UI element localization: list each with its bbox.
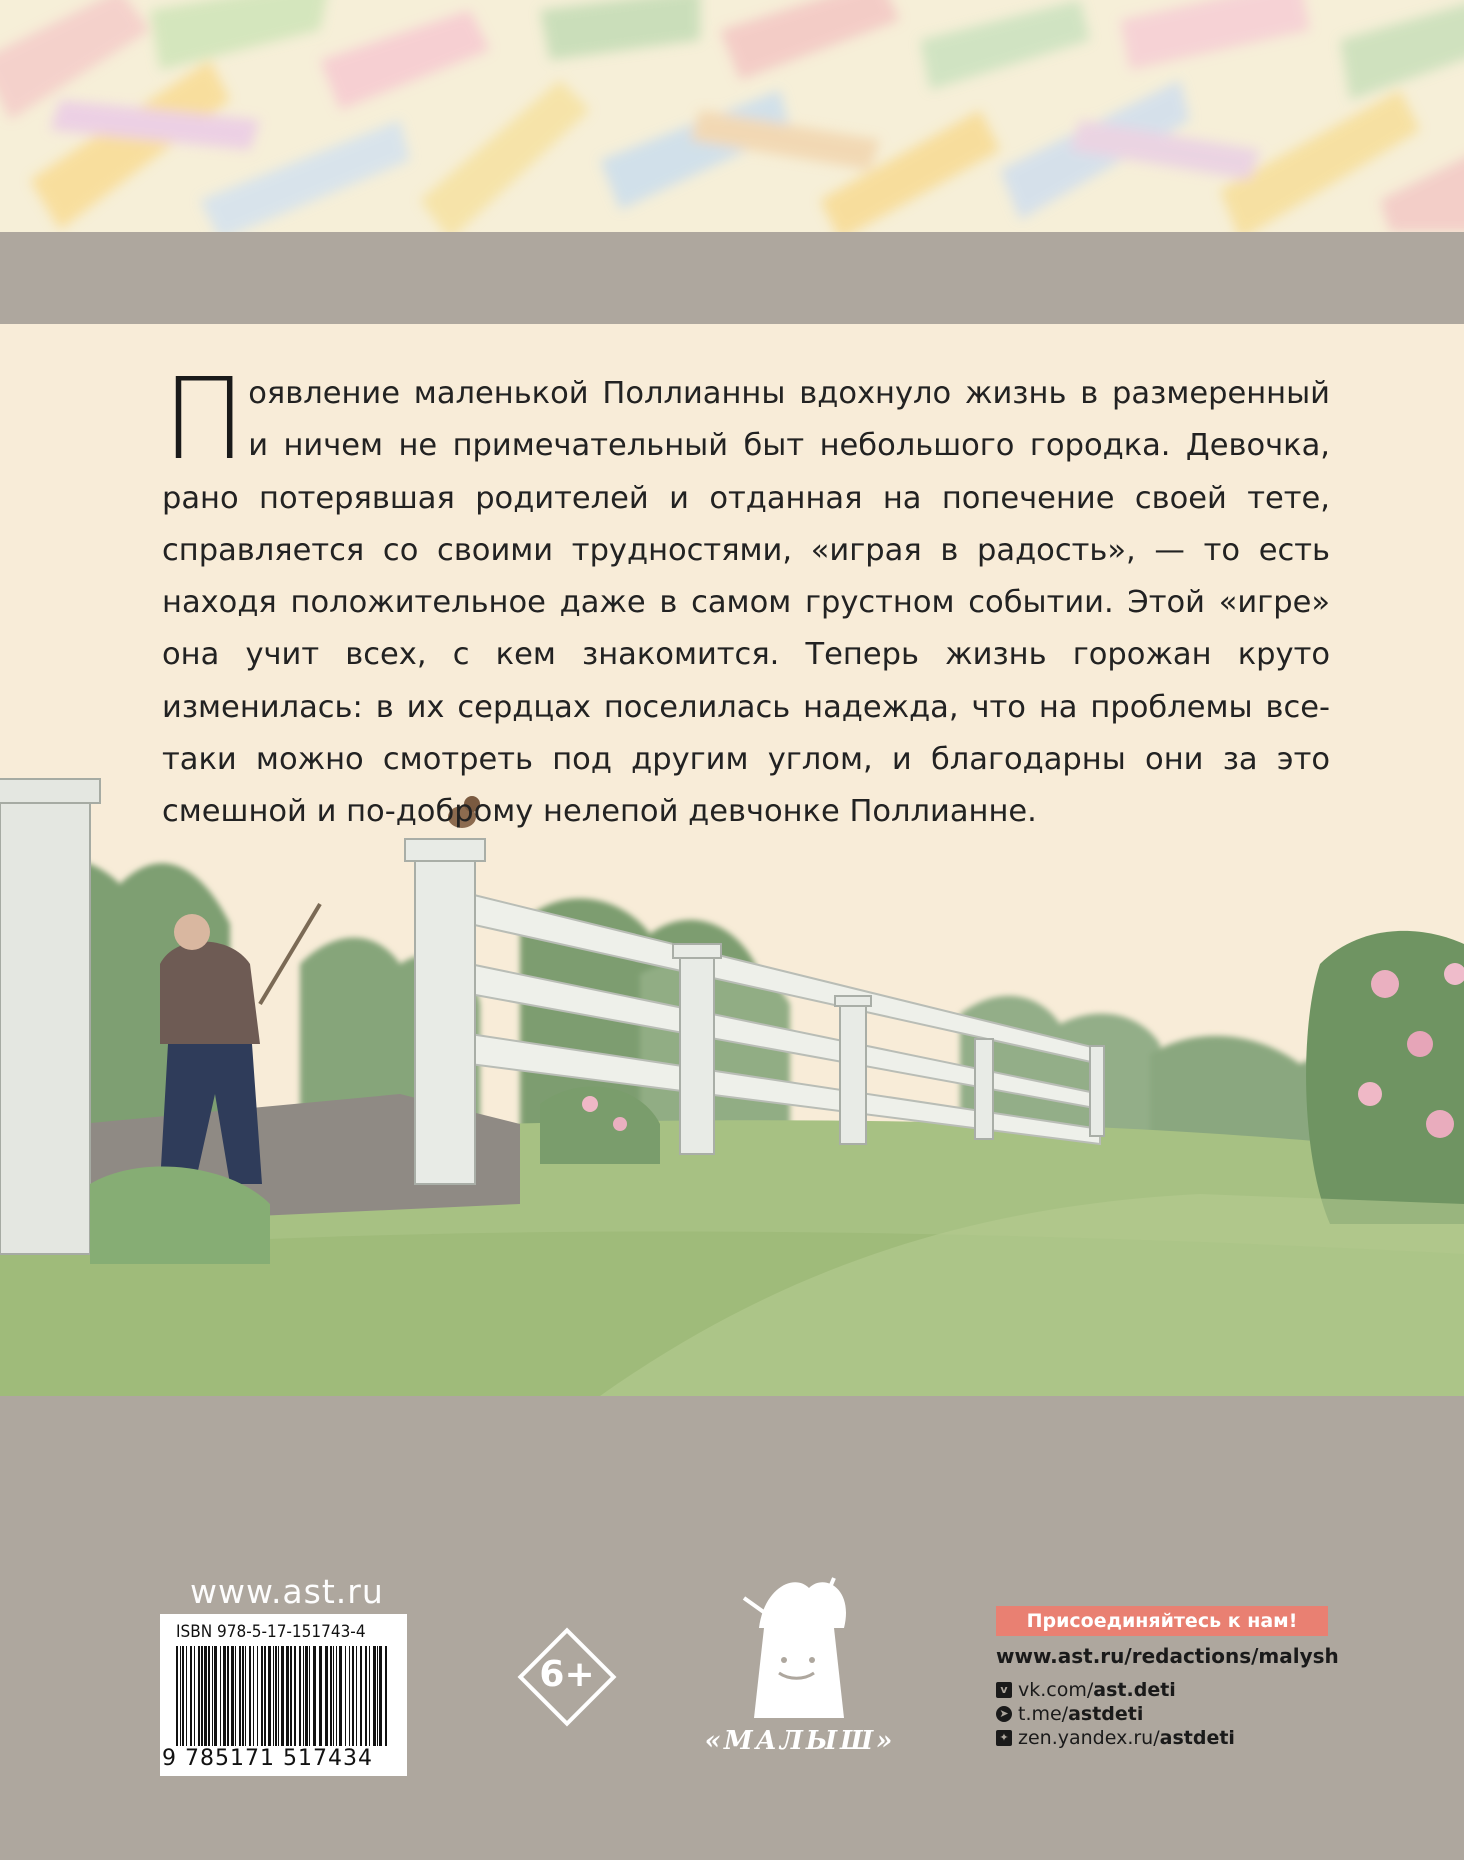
site-url[interactable]: www.ast.ru	[190, 1572, 384, 1611]
barcode-bar	[281, 1646, 284, 1746]
social-handle: ast.deti	[1093, 1679, 1176, 1701]
barcode-bar	[345, 1646, 346, 1746]
barcode-bar	[369, 1646, 370, 1746]
barcode-bar	[214, 1646, 217, 1746]
barcode-bar	[220, 1646, 221, 1746]
barcode-bar	[319, 1646, 322, 1746]
barcode-bar	[303, 1646, 304, 1746]
barcode-digits: 9 785171 517434	[162, 1746, 373, 1771]
dropcap-letter: П	[162, 355, 247, 485]
barcode-bar	[253, 1646, 254, 1746]
telegram-icon: ➤	[996, 1706, 1012, 1722]
barcode-bar	[261, 1646, 263, 1746]
social-link-zen[interactable]	[996, 1726, 1235, 1750]
barcode-bar	[223, 1646, 226, 1746]
social-link-telegram[interactable]	[996, 1702, 1143, 1726]
barcode-bar	[325, 1646, 328, 1746]
barcode-bar	[273, 1646, 274, 1746]
barcode-bar	[356, 1646, 357, 1746]
join-us-banner: Присоединяйтесь к нам!	[996, 1606, 1328, 1636]
barcode-bar	[186, 1646, 187, 1746]
barcode-bar	[268, 1646, 271, 1746]
barcode-bar	[360, 1646, 362, 1746]
social-prefix: vk.com/	[1018, 1679, 1094, 1701]
vk-icon: v	[996, 1682, 1012, 1698]
barcode-bar	[245, 1646, 246, 1746]
barcode-panel	[160, 1614, 407, 1776]
barcode-bar	[194, 1646, 195, 1746]
barcode-bar	[264, 1646, 266, 1746]
barcode-bar	[239, 1646, 241, 1746]
social-handle: astdeti	[1068, 1703, 1144, 1725]
barcode-bar	[257, 1646, 258, 1746]
watercolor-strokes	[0, 0, 1464, 232]
blurb-text: оявление маленькой Поллианны вдохнуло жизнь в размеренный и ничем не примечательный быт небольшого городка. Девочка, рано потерявшая родителей и отданная на попечение своей тете, справляется со своими трудностями, «играя в радость», — то есть находя положительное даже в самом грустном событии. Этой «игре» она учит всех, с кем знакомится. Теперь жизнь горожан круто изменилась: в их сердцах поселилась надежда, что на проблемы все-таки можно смотреть под другим углом, и благодарны они за это смешной и по-доброму нелепой девчонке Поллианне.	[162, 376, 1330, 830]
cover-panel	[0, 324, 1464, 1396]
social-link-vk[interactable]	[996, 1678, 1176, 1702]
barcode-bar	[182, 1646, 184, 1746]
barcode-bar	[212, 1646, 213, 1746]
top-gray-band	[0, 232, 1464, 324]
barcode-bar	[275, 1646, 277, 1746]
social-handle: astdeti	[1159, 1727, 1235, 1749]
book-blurb	[162, 355, 1330, 839]
barcode-bar	[379, 1646, 382, 1746]
barcode-bar	[180, 1646, 181, 1746]
barcode-bar	[349, 1646, 350, 1746]
age-rating-label: 6+	[539, 1654, 595, 1695]
isbn-text: ISBN 978-5-17-151743-4	[176, 1622, 366, 1642]
barcode-bar	[333, 1646, 334, 1746]
barcode-bar	[235, 1646, 236, 1746]
barcode-bar	[249, 1646, 251, 1746]
barcode-bar	[365, 1646, 367, 1746]
barcode-bar	[339, 1646, 342, 1746]
redactions-url[interactable]: www.ast.ru/redactions/malysh	[996, 1644, 1339, 1668]
barcode-bar	[242, 1646, 244, 1746]
barcode-bar	[336, 1646, 337, 1746]
barcode-bar	[290, 1646, 292, 1746]
watercolor-header	[0, 0, 1464, 232]
barcode-bar	[373, 1646, 376, 1746]
barcode	[176, 1646, 391, 1746]
social-prefix: zen.yandex.ru/	[1018, 1727, 1160, 1749]
barcode-bar	[385, 1646, 387, 1746]
barcode-bar	[313, 1646, 316, 1746]
barcode-bar	[198, 1646, 200, 1746]
barcode-bar	[208, 1646, 210, 1746]
barcode-bar	[377, 1646, 378, 1746]
barcode-bar	[201, 1646, 203, 1746]
barcode-bar	[330, 1646, 332, 1746]
publisher-name: «МАЛЫШ»	[704, 1726, 896, 1756]
barcode-bar	[299, 1646, 301, 1746]
barcode-bar	[278, 1646, 279, 1746]
barcode-bar	[305, 1646, 308, 1746]
barcode-bar	[352, 1646, 354, 1746]
barcode-bar	[231, 1646, 234, 1746]
barcode-bar	[309, 1646, 310, 1746]
barcode-bar	[190, 1646, 192, 1746]
barcode-bar	[227, 1646, 229, 1746]
barcode-bar	[286, 1646, 289, 1746]
zen-icon: ✦	[996, 1730, 1012, 1746]
barcode-bar	[204, 1646, 207, 1746]
barcode-bar	[294, 1646, 296, 1746]
barcode-bar	[176, 1646, 178, 1746]
social-prefix: t.me/	[1018, 1703, 1069, 1725]
